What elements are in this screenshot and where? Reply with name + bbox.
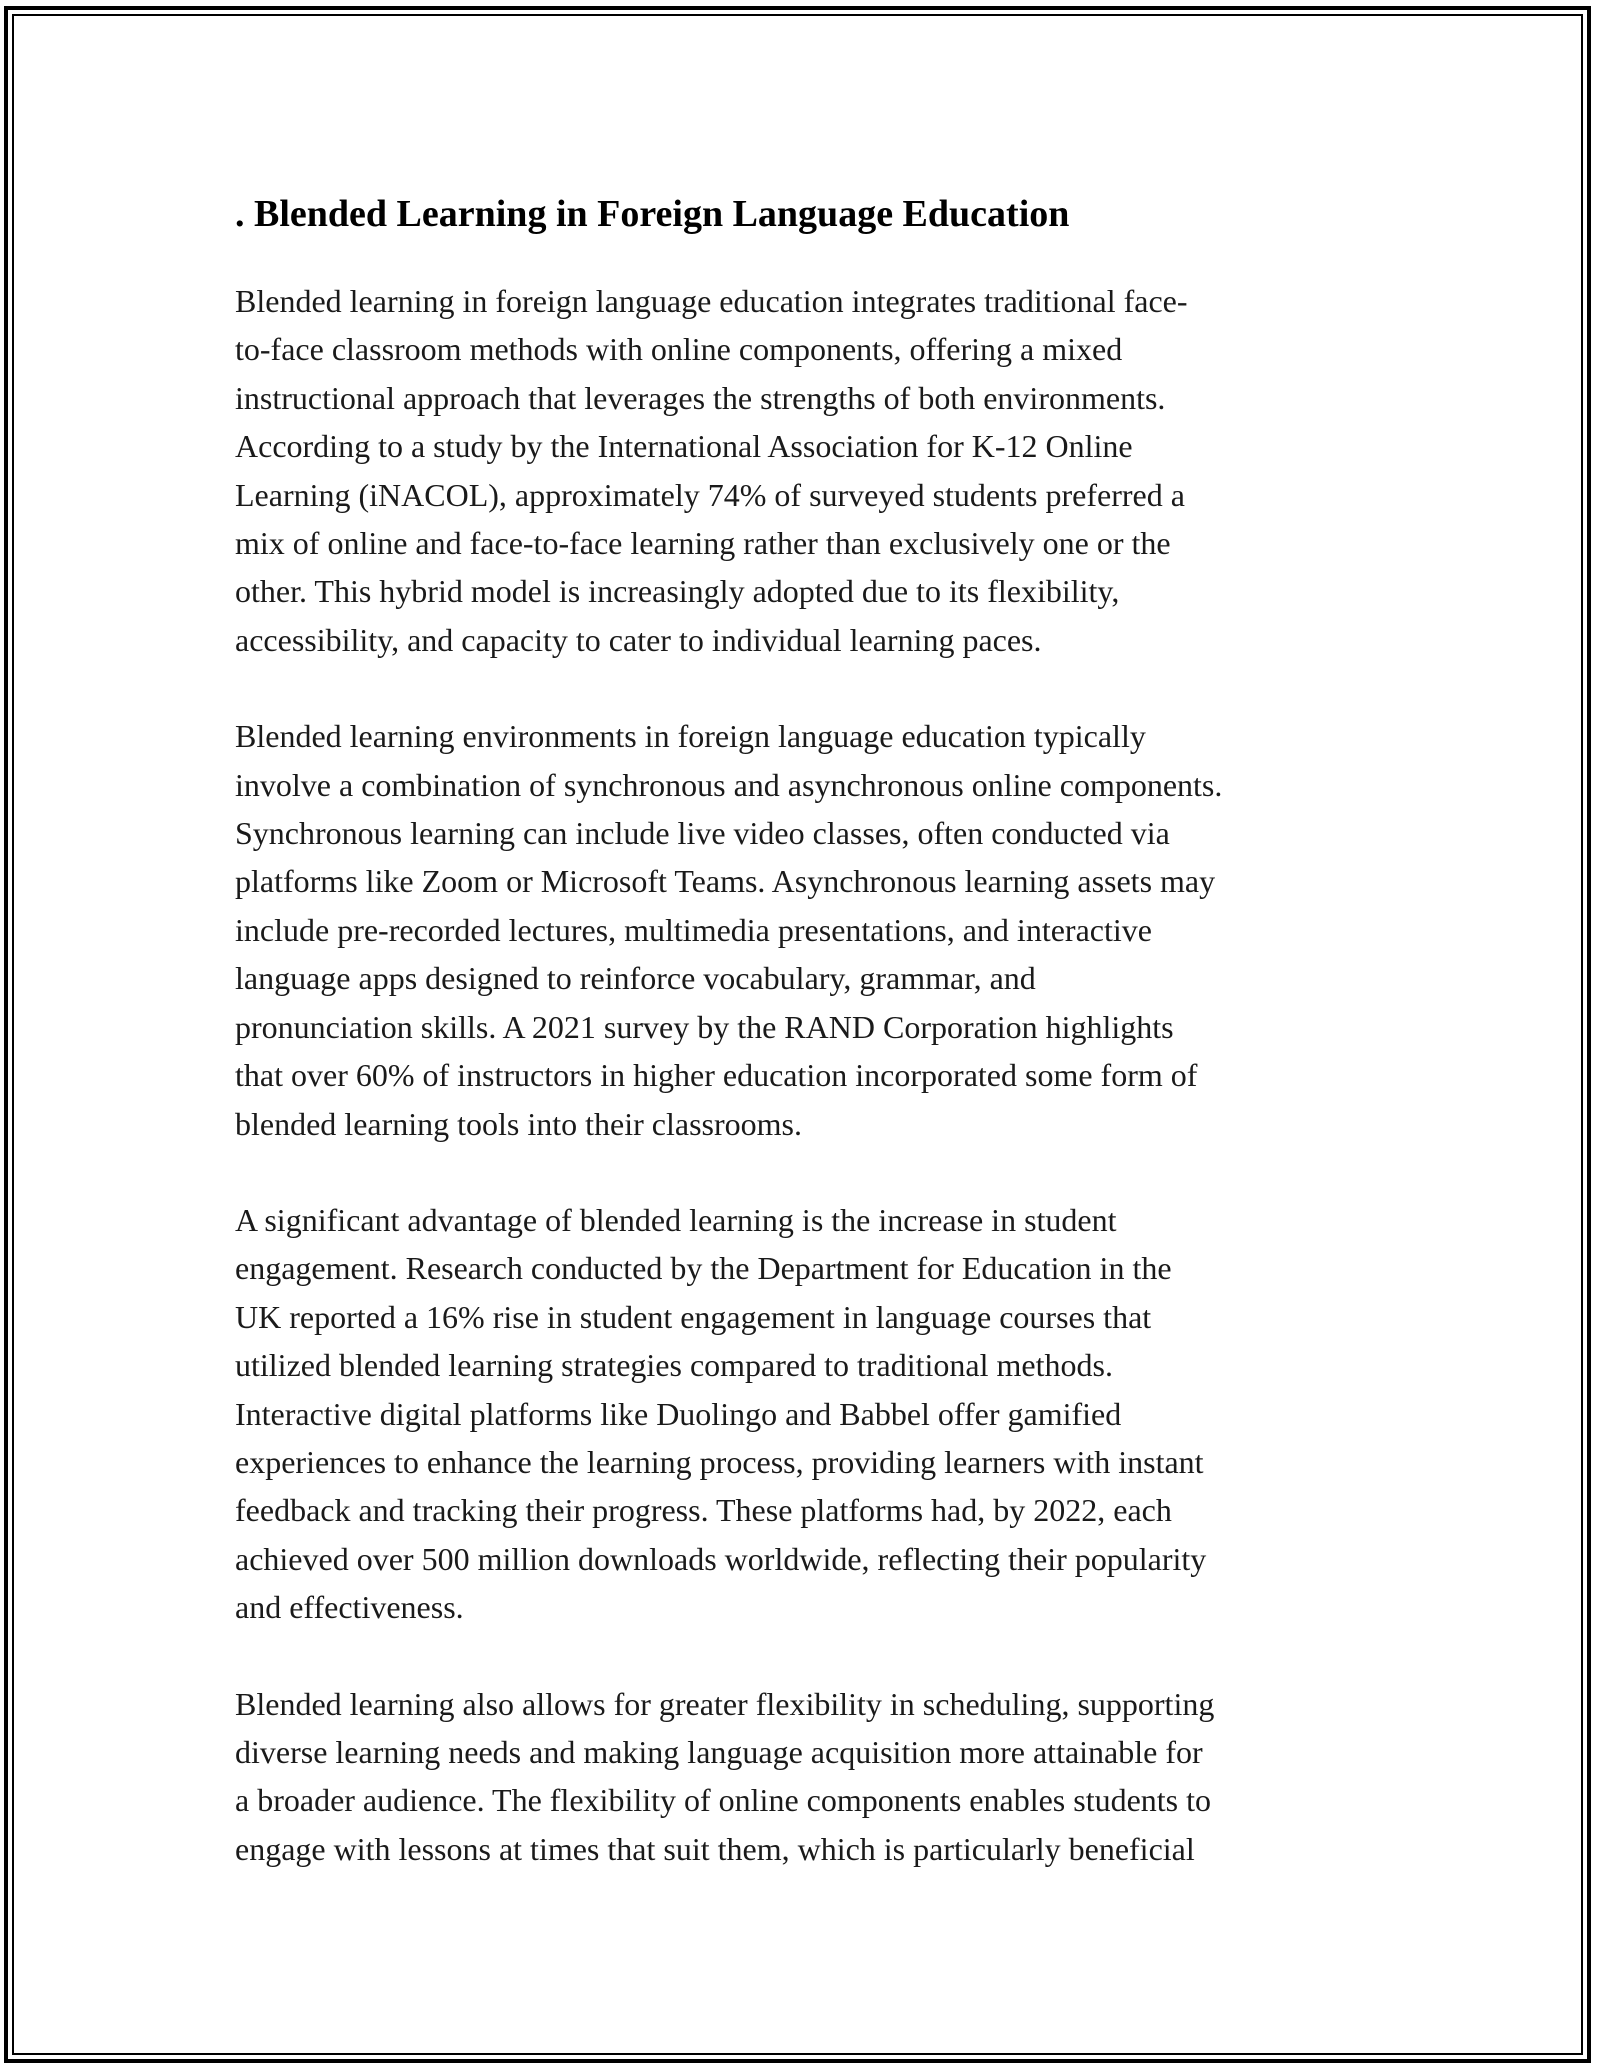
paragraph-line: include pre-recorded lectures, multimedia presentations, and interactive (235, 911, 1152, 948)
paragraph-line: experiences to enhance the learning process, providing learners with instant (235, 1443, 1204, 1480)
paragraph-line: Synchronous learning can include live video classes, often conducted via (235, 815, 1170, 852)
paragraph-line: mix of online and face-to-face learning rather than exclusively one or the (235, 525, 1171, 562)
paragraph-line: Learning (iNACOL), approximately 74% of surveyed students preferred a (235, 476, 1185, 513)
paragraph-line: Blended learning in foreign language education integrates traditional face- (235, 283, 1188, 319)
paragraph-line: pronunciation skills. A 2021 survey by the RAND Corporation highlights (235, 1008, 1174, 1045)
body-paragraph (235, 277, 1375, 664)
paragraph-line: platforms like Zoom or Microsoft Teams. Asynchronous learning assets may (235, 863, 1216, 900)
paragraph-line: to-face classroom methods with online components, offering a mixed (235, 331, 1123, 368)
paragraph-line: blended learning tools into their classrooms. (235, 1105, 802, 1142)
section-heading: . Blended Learning in Foreign Language Education (235, 193, 1070, 235)
paragraph-line: that over 60% of instructors in higher education incorporated some form of (235, 1057, 1198, 1094)
paragraph-list (235, 277, 1375, 1873)
paragraph-line: accessibility, and capacity to cater to individual learning paces. (235, 621, 1042, 658)
paragraph-line: language apps designed to reinforce vocabulary, grammar, and (235, 960, 1036, 997)
paragraph-line: According to a study by the International Association for K-12 Online (235, 428, 1133, 465)
document-body (235, 183, 1375, 1921)
paragraph-line: Blended learning environments in foreign language education typically (235, 718, 1146, 755)
body-paragraph (235, 1196, 1375, 1632)
paragraph-line: Blended learning also allows for greater flexibility in scheduling, supporting (235, 1685, 1215, 1722)
paragraph-line: and effectiveness. (235, 1589, 464, 1626)
paragraph-line: Interactive digital platforms like Duolingo and Babbel offer gamified (235, 1395, 1122, 1432)
body-paragraph (235, 712, 1375, 1148)
paragraph-line: engage with lessons at times that suit them, which is particularly beneficial (235, 1830, 1195, 1867)
paragraph-line: A significant advantage of blended learning is the increase in student (235, 1201, 1117, 1238)
paragraph-line: diverse learning needs and making language acquisition more attainable for (235, 1733, 1203, 1770)
paragraph-line: instructional approach that leverages the strengths of both environments. (235, 379, 1166, 416)
paragraph-line: feedback and tracking their progress. These platforms had, by 2022, each (235, 1492, 1172, 1529)
paragraph-line: involve a combination of synchronous and asynchronous online components. (235, 766, 1223, 803)
paragraph-line: achieved over 500 million downloads worldwide, reflecting their popularity (235, 1540, 1207, 1577)
body-paragraph (235, 1680, 1375, 1874)
paragraph-line: other. This hybrid model is increasingly adopted due to its flexibility, (235, 573, 1120, 610)
paragraph-line: UK reported a 16% rise in student engagement in language courses that (235, 1298, 1152, 1335)
paragraph-line: utilized blended learning strategies compared to traditional methods. (235, 1347, 1113, 1384)
paragraph-line: engagement. Research conducted by the Department for Education in the (235, 1250, 1172, 1287)
paragraph-line: a broader audience. The flexibility of online components enables students to (235, 1782, 1212, 1819)
